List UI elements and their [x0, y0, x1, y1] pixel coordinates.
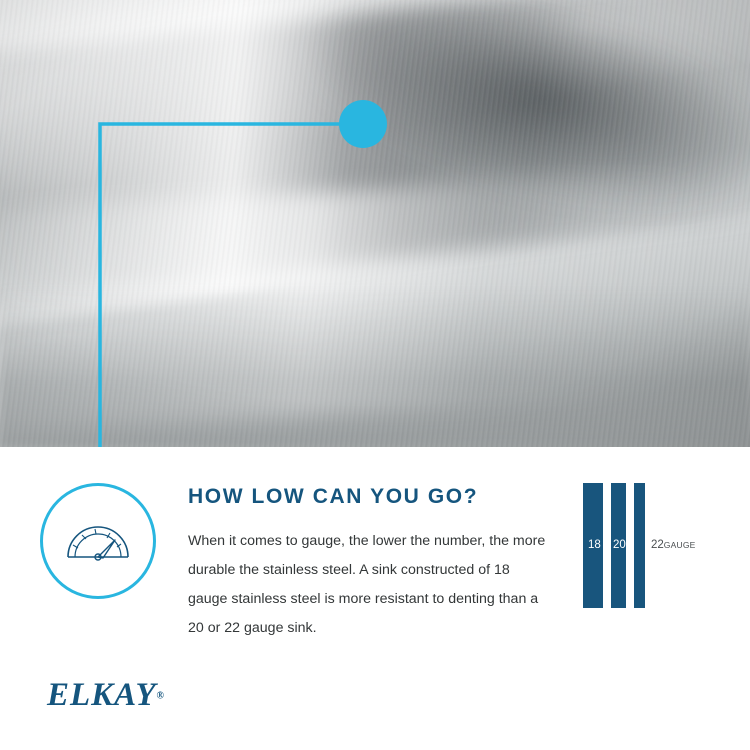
elkay-logo-text: ELKAY: [47, 677, 157, 713]
registered-mark: ®: [156, 690, 165, 702]
plate-label-22-number: 22: [651, 539, 664, 551]
plate-label-22: [651, 539, 696, 551]
plate-label-20: 20: [613, 539, 626, 551]
gauge-meter-icon: [62, 513, 134, 569]
elkay-logo: [47, 678, 164, 712]
text-block: [188, 485, 548, 643]
headline: HOW LOW CAN YOU GO?: [188, 485, 479, 508]
info-panel: [0, 447, 750, 750]
plate-22-gauge: [634, 483, 645, 608]
plate-label-18: 18: [588, 539, 601, 551]
body-copy: When it comes to gauge, the lower the number, the more durable the stainless steel. A sink constructed of 18 gauge stainless steel is more resistant to denting than a 20 or 22 gauge sink.: [188, 533, 546, 636]
plate-label-22-unit: GAUGE: [663, 540, 696, 550]
gauge-badge-circle: [40, 483, 156, 599]
gauge-thickness-diagram: [583, 483, 713, 608]
